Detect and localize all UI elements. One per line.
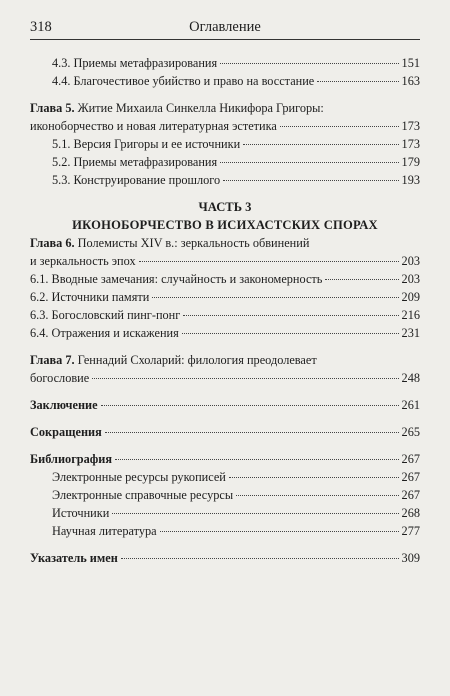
toc-entry-conclusion [30,396,420,414]
toc-entry-text: 6.3. Богословский пинг-понг [30,308,181,322]
dot-leader [280,126,399,127]
chapter-title-line: Полемисты XIV в.: зеркальность обвинений [74,236,310,250]
toc-entry-5-2 [30,153,420,171]
toc-page-number: 179 [401,155,420,169]
toc-entry-text: 5.2. Приемы метафразирования [52,155,218,169]
dot-leader [101,405,399,406]
part-subtitle: ИКОНОБОРЧЕСТВО В ИСИХАСТСКИХ СПОРАХ [72,218,378,232]
toc-entry-abbreviations [30,423,420,441]
running-header [30,17,420,40]
toc-entry-text: Электронные справочные ресурсы [52,488,234,502]
toc-page-number: 267 [401,452,420,466]
dot-leader [325,279,398,280]
dot-leader [182,333,399,334]
toc-entry-text: Научная литература [52,524,157,538]
toc-entry-index [30,549,420,567]
chapter-7-title [30,351,420,369]
toc-page-number: 151 [401,56,420,70]
toc-page-number: 173 [401,137,420,151]
dot-leader [115,459,399,460]
dot-leader [152,297,398,298]
chapter-title-line: богословие [30,371,90,385]
toc-entry-text: 4.4. Благочестивое убийство и право на восстание [52,74,315,88]
chapter-title-line: Житие Михаила Синкелла Никифора Григоры: [74,101,324,115]
dot-leader [160,531,399,532]
chapter-6-title [30,234,420,252]
toc-page-number: 277 [401,524,420,538]
chapter-label: Глава 5. [30,101,75,115]
dot-leader [92,378,398,379]
toc-entry-6-4 [30,324,420,342]
toc-page-number: 216 [401,308,420,322]
dot-leader [112,513,398,514]
chapter-7-entry [30,369,420,387]
toc-entry-text: 6.2. Источники памяти [30,290,150,304]
chapter-label: Глава 6. [30,236,75,250]
toc-entry-5-3 [30,171,420,189]
dot-leader [317,81,398,82]
toc-entry-text: Заключение [30,398,98,412]
toc-entry-text: 5.3. Конструирование прошлого [52,173,221,187]
dot-leader [220,63,398,64]
dot-leader [229,477,399,478]
toc-page-number: 268 [401,506,420,520]
toc-page-number: 261 [401,398,420,412]
toc-entry-4-3 [30,54,420,72]
toc-page-number: 203 [401,272,420,286]
dot-leader [243,144,398,145]
toc-page-number: 309 [401,551,420,565]
toc-page-number: 163 [401,74,420,88]
page-number: 318 [30,19,52,35]
toc-entry-text: Источники [52,506,110,520]
toc-page-number: 248 [401,371,420,385]
chapter-title-line: иконоборчество и новая литературная эстетика [30,119,277,133]
toc-entry-bib-2 [30,486,420,504]
toc-entry-bib-4 [30,522,420,540]
toc-page-number: 173 [401,119,420,133]
toc-page-number: 231 [401,326,420,340]
toc-entry-text: 6.1. Вводные замечания: случайность и закономерность [30,272,323,286]
toc-entry-bibliography [30,450,420,468]
toc-entry-6-1 [30,270,420,288]
toc-entry-text: 5.1. Версия Григоры и ее источники [52,137,241,151]
toc-entry-bib-1 [30,468,420,486]
running-title: Оглавление [189,19,261,35]
chapter-title-line: Геннадий Схоларий: филология преодолевает [74,353,317,367]
dot-leader [220,162,398,163]
dot-leader [105,432,399,433]
toc-page-number: 267 [401,470,420,484]
toc-entry-text: Указатель имен [30,551,118,565]
dot-leader [183,315,398,316]
toc-entry-6-2 [30,288,420,306]
table-of-contents [30,54,420,567]
toc-entry-5-1 [30,135,420,153]
toc-entry-bib-3 [30,504,420,522]
dot-leader [223,180,398,181]
toc-page-number: 193 [401,173,420,187]
chapter-5-entry [30,117,420,135]
toc-page-number: 203 [401,254,420,268]
toc-page-number: 265 [401,425,420,439]
toc-page-number: 209 [401,290,420,304]
part-title: ЧАСТЬ 3 [198,200,252,214]
toc-entry-text: Сокращения [30,425,102,439]
toc-page-number: 267 [401,488,420,502]
dot-leader [139,261,399,262]
dot-leader [236,495,398,496]
toc-entry-4-4 [30,72,420,90]
toc-entry-text: 6.4. Отражения и искажения [30,326,179,340]
chapter-label: Глава 7. [30,353,75,367]
toc-entry-6-3 [30,306,420,324]
chapter-title-line: и зеркальность эпох [30,254,136,268]
toc-entry-text: Электронные ресурсы рукописей [52,470,226,484]
toc-entry-text: 4.3. Приемы метафразирования [52,56,218,70]
chapter-5-title [30,99,420,117]
toc-entry-text: Библиография [30,452,113,466]
chapter-6-entry [30,252,420,270]
dot-leader [121,558,399,559]
